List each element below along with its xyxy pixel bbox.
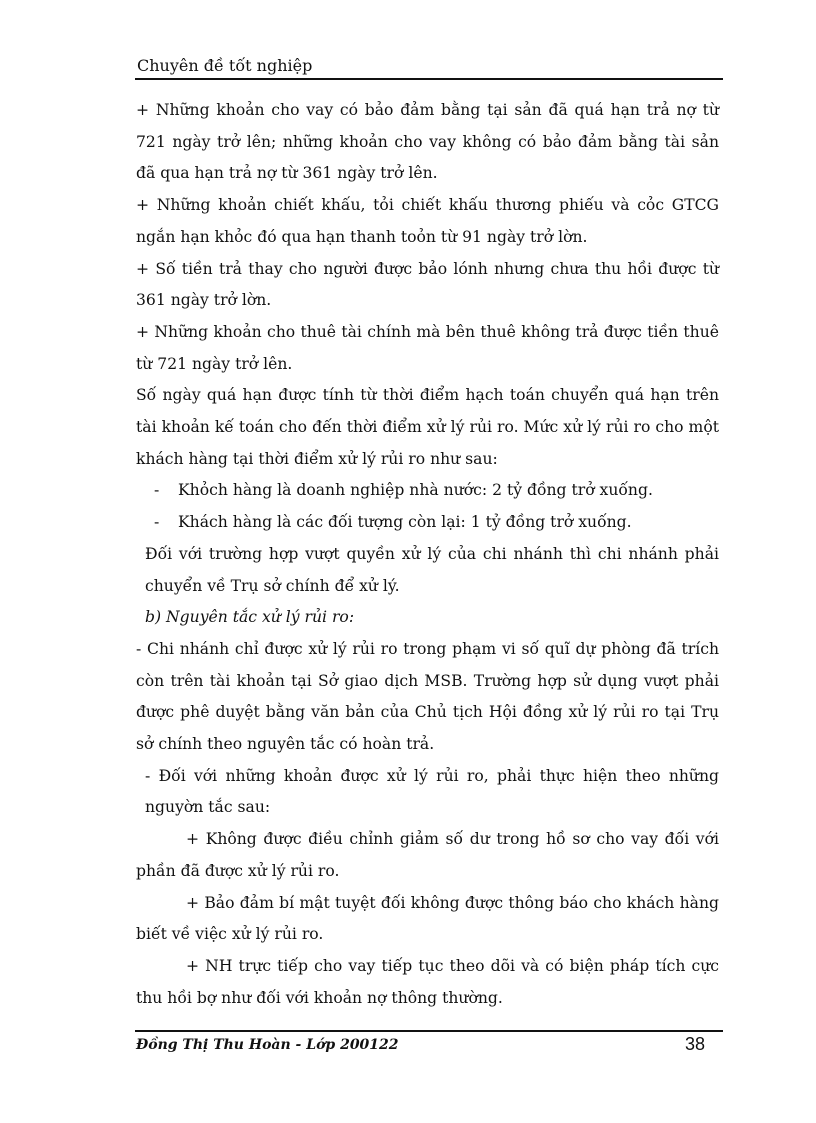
list-item-1 xyxy=(136,475,719,507)
paragraph-1: + Những khoản cho vay có bảo đảm bằng tại sản đã quá hạn trả nợ từ 721 ngày trở lên; những khoản cho vay không có bảo đảm bằng tài sản đã qua hạn trả nợ từ 361 ngày trở lên. xyxy=(136,101,719,183)
dash-marker: - xyxy=(154,513,160,532)
paragraph-3: + Số tiền trả thay cho người được bảo lónh nhưng chưa thu hồi được từ 361 ngày trở lờn. xyxy=(136,259,719,310)
paragraph-8: - Đối với những khoản được xử lý rủi ro, phải thực hiện theo những nguyờn tắc sau: xyxy=(145,766,719,817)
list-item-text: Khách hàng là các đối tượng còn lại: 1 tỷ đồng trở xuống. xyxy=(178,513,632,532)
paragraph-7: - Chi nhánh chỉ được xử lý rủi ro trong phạm vi số quĩ dự phòng đã trích còn trên tài khoản tại Sở giao dịch MSB. Trường hợp sử dụng vượt phải được phê duyệt bằng văn bản của Chủ tịch Hội đồng xử lý rủi ro tại Trụ sở chính theo nguyên tắc có hoàn trả. xyxy=(136,639,719,754)
paragraph-11: + NH trực tiếp cho vay tiếp tục theo dõi và có biện pháp tích cực thu hồi bợ như đối với khoản nợ thông thường. xyxy=(136,956,719,1007)
paragraph-2: + Những khoản chiết khấu, tỏi chiết khấu thương phiếu và cỏc GTCG ngắn hạn khỏc đó qua hạn thanh toỏn từ 91 ngày trở lờn. xyxy=(136,196,719,246)
paragraph-6: Đối với trường hợp vượt quyền xử lý của chi nhánh thì chi nhánh phải chuyển về Trụ sở chính để xử lý. xyxy=(145,544,719,595)
footer-author: Đồng Thị Thu Hoàn - Lớp 200122 xyxy=(136,1037,399,1053)
header-title: Chuyên đề tốt nghiệp xyxy=(137,56,313,75)
list-item-text: Khỏch hàng là doanh nghiệp nhà nước: 2 tỷ đồng trở xuống. xyxy=(178,481,653,500)
footer-divider xyxy=(135,1030,723,1032)
document-body xyxy=(136,95,719,1014)
page-number: 38 xyxy=(685,1034,706,1054)
paragraph-5: Số ngày quá hạn được tính từ thời điểm hạch toán chuyển quá hạn trên tài khoản kế toán cho đến thời điểm xử lý rủi ro. Mức xử lý rủi ro cho một khách hàng tại thời điểm xử lý rủi ro như sau: xyxy=(136,386,719,468)
dash-marker: - xyxy=(154,481,160,500)
paragraph-9: + Không được điều chỉnh giảm số dư trong hồ sơ cho vay đối với phần đã được xử lý rủi ro. xyxy=(136,830,719,880)
list-item-2 xyxy=(136,507,719,539)
paragraph-10: + Bảo đảm bí mật tuyệt đối không được thông báo cho khách hàng biết về việc xử lý rủi ro. xyxy=(136,893,719,944)
section-heading-b: b) Nguyên tắc xử lý rủi ro: xyxy=(145,608,355,627)
paragraph-4: + Những khoản cho thuê tài chính mà bên thuê không trả được tiền thuê từ 721 ngày trở lên. xyxy=(136,322,719,373)
header-divider xyxy=(135,78,723,80)
